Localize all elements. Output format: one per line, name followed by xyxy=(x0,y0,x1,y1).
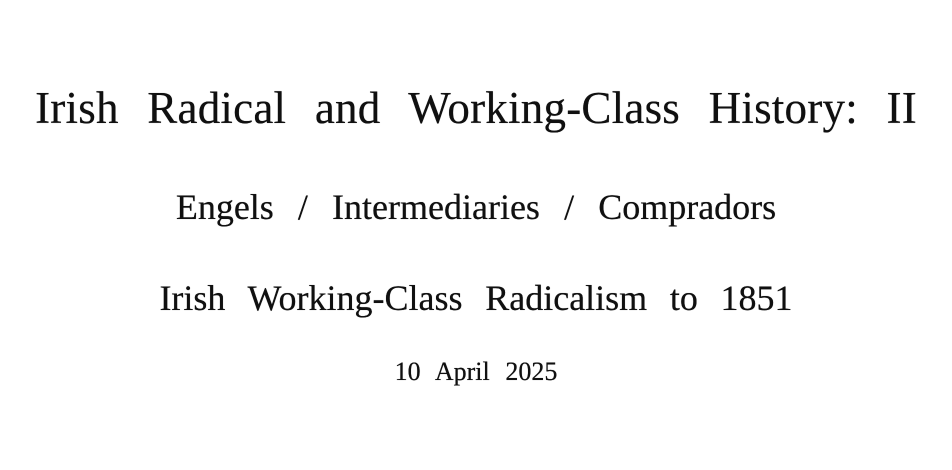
page-title: Irish Radical and Working-Class History: II xyxy=(35,83,917,133)
lecture-title: Irish Working-Class Radicalism to 1851 xyxy=(159,278,793,318)
subtitle: Engels / Intermediaries / Compradors xyxy=(175,187,777,227)
date: 10 April 2025 xyxy=(394,357,558,386)
